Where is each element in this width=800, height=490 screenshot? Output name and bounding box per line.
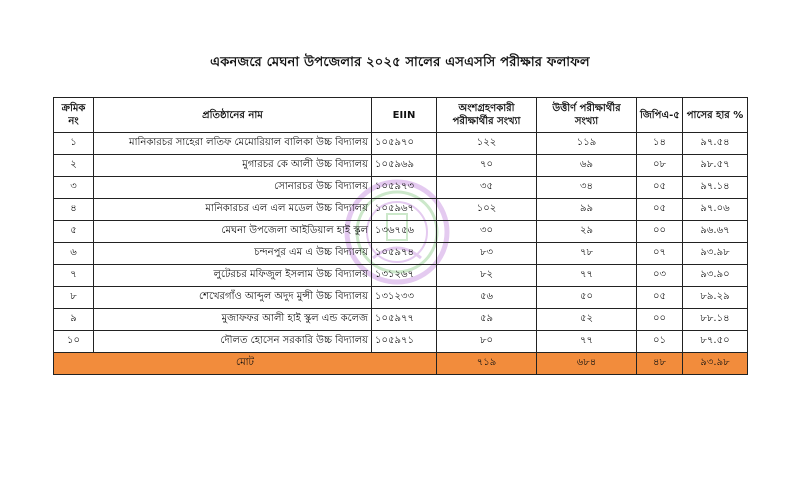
cell-gpa5: ০০ bbox=[637, 309, 683, 331]
cell-passed: ৬৯ bbox=[537, 155, 637, 177]
cell-institution: মানিকারচর এল এল মডেল উচ্চ বিদ্যালয় bbox=[94, 199, 372, 221]
cell-institution: চন্দনপুর এম এ উচ্চ বিদ্যালয় bbox=[94, 243, 372, 265]
cell-examinees: ১২২ bbox=[437, 133, 537, 155]
cell-eiin: ১৩১২৬৭ bbox=[372, 265, 437, 287]
cell-serial: ৭ bbox=[54, 265, 94, 287]
total-row bbox=[54, 353, 748, 375]
cell-eiin: ১০৫৯৭৩ bbox=[372, 177, 437, 199]
cell-examinees: ৭০ bbox=[437, 155, 537, 177]
cell-institution: দৌলত হোসেন সরকারি উচ্চ বিদ্যালয় bbox=[94, 331, 372, 353]
cell-pass-rate: ৯৭.০৬ bbox=[683, 199, 748, 221]
cell-passed: ৫২ bbox=[537, 309, 637, 331]
page-title: একনজরে মেঘনা উপজেলার ২০২৫ সালের এসএসসি পরীক্ষার ফলাফল bbox=[210, 55, 590, 70]
cell-eiin: ১০৫৯৬৭ bbox=[372, 199, 437, 221]
table-row bbox=[54, 287, 748, 309]
cell-pass-rate: ৯৭.৫৪ bbox=[683, 133, 748, 155]
cell-institution: মুজাফফর আলী হাই স্কুল এন্ড কলেজ bbox=[94, 309, 372, 331]
cell-gpa5: ০৩ bbox=[637, 265, 683, 287]
cell-institution: শেখেরগাঁও আব্দুল অদুদ মুন্সী উচ্চ বিদ্যালয় bbox=[94, 287, 372, 309]
table-row bbox=[54, 309, 748, 331]
cell-passed: ৫০ bbox=[537, 287, 637, 309]
cell-institution: মুগারচর কে আলী উচ্চ বিদ্যালয় bbox=[94, 155, 372, 177]
cell-institution: মানিকারচর সাহেরা লতিফ মেমোরিয়াল বালিকা উচ্চ বিদ্যালয় bbox=[94, 133, 372, 155]
cell-pass-rate: ৯৩.৯৮ bbox=[683, 243, 748, 265]
cell-eiin: ১০৫৯৭১ bbox=[372, 331, 437, 353]
cell-examinees: ৩৫ bbox=[437, 177, 537, 199]
cell-serial: ৪ bbox=[54, 199, 94, 221]
cell-passed: ৭৭ bbox=[537, 331, 637, 353]
header-pass-rate: পাসের হার % bbox=[683, 98, 748, 133]
header-institution: প্রতিষ্ঠানের নাম bbox=[94, 98, 372, 133]
cell-serial: ৮ bbox=[54, 287, 94, 309]
cell-pass-rate: ৮৯.২৯ bbox=[683, 287, 748, 309]
cell-examinees: ৮০ bbox=[437, 331, 537, 353]
cell-eiin: ১০৫৯৬৯ bbox=[372, 155, 437, 177]
cell-serial: ১ bbox=[54, 133, 94, 155]
cell-examinees: ৮২ bbox=[437, 265, 537, 287]
results-table bbox=[53, 97, 748, 375]
total-gpa5: ৪৮ bbox=[637, 353, 683, 375]
table-row bbox=[54, 155, 748, 177]
total-pass-rate: ৯৩.৯৮ bbox=[683, 353, 748, 375]
cell-examinees: ৩০ bbox=[437, 221, 537, 243]
cell-examinees: ৫৯ bbox=[437, 309, 537, 331]
cell-gpa5: ০৭ bbox=[637, 243, 683, 265]
cell-passed: ৯৯ bbox=[537, 199, 637, 221]
cell-institution: মেঘনা উপজেলা আইডিয়াল হাই স্কুল bbox=[94, 221, 372, 243]
table-row bbox=[54, 133, 748, 155]
cell-gpa5: ১৪ bbox=[637, 133, 683, 155]
cell-gpa5: ০৫ bbox=[637, 287, 683, 309]
cell-pass-rate: ৯৭.১৪ bbox=[683, 177, 748, 199]
header-serial: ক্রমিক নং bbox=[54, 98, 94, 133]
cell-pass-rate: ৯৩.৯০ bbox=[683, 265, 748, 287]
cell-passed: ১১৯ bbox=[537, 133, 637, 155]
cell-passed: ৭৭ bbox=[537, 265, 637, 287]
cell-examinees: ১০২ bbox=[437, 199, 537, 221]
cell-eiin: ১০৫৯৭৭ bbox=[372, 309, 437, 331]
cell-eiin: ১০৫৯৭০ bbox=[372, 133, 437, 155]
cell-serial: ৬ bbox=[54, 243, 94, 265]
cell-institution: সোনারচর উচ্চ বিদ্যালয় bbox=[94, 177, 372, 199]
table-row bbox=[54, 265, 748, 287]
cell-passed: ২৯ bbox=[537, 221, 637, 243]
cell-gpa5: ০০ bbox=[637, 221, 683, 243]
table-row bbox=[54, 221, 748, 243]
cell-gpa5: ০৮ bbox=[637, 155, 683, 177]
cell-eiin: ১৩৬৭৫৬ bbox=[372, 221, 437, 243]
cell-serial: ২ bbox=[54, 155, 94, 177]
cell-serial: ৫ bbox=[54, 221, 94, 243]
cell-eiin: ১৩১২৩৩ bbox=[372, 287, 437, 309]
header-examinees: অংশগ্রহণকারী পরীক্ষার্থীর সংখ্যা bbox=[437, 98, 537, 133]
cell-pass-rate: ৮৮.১৪ bbox=[683, 309, 748, 331]
cell-gpa5: ০১ bbox=[637, 331, 683, 353]
cell-gpa5: ০৫ bbox=[637, 199, 683, 221]
cell-pass-rate: ৯৬.৬৭ bbox=[683, 221, 748, 243]
cell-examinees: ৮৩ bbox=[437, 243, 537, 265]
cell-gpa5: ০৫ bbox=[637, 177, 683, 199]
table-row bbox=[54, 199, 748, 221]
total-examinees: ৭১৯ bbox=[437, 353, 537, 375]
table-row bbox=[54, 243, 748, 265]
table-row bbox=[54, 331, 748, 353]
total-label: মোট bbox=[54, 353, 437, 375]
cell-pass-rate: ৯৮.৫৭ bbox=[683, 155, 748, 177]
cell-examinees: ৫৬ bbox=[437, 287, 537, 309]
cell-pass-rate: ৮৭.৫০ bbox=[683, 331, 748, 353]
table-header-row bbox=[54, 98, 748, 133]
cell-passed: ৩৪ bbox=[537, 177, 637, 199]
table-row bbox=[54, 177, 748, 199]
cell-serial: ৩ bbox=[54, 177, 94, 199]
cell-passed: ৭৮ bbox=[537, 243, 637, 265]
cell-serial: ৯ bbox=[54, 309, 94, 331]
header-passed: উত্তীর্ণ পরীক্ষার্থীর সংখ্যা bbox=[537, 98, 637, 133]
total-passed: ৬৮৪ bbox=[537, 353, 637, 375]
header-eiin: EIIN bbox=[372, 98, 437, 133]
cell-eiin: ১০৫৯৭৪ bbox=[372, 243, 437, 265]
cell-institution: লুটেরচর মফিজুল ইসলাম উচ্চ বিদ্যালয় bbox=[94, 265, 372, 287]
cell-serial: ১০ bbox=[54, 331, 94, 353]
header-gpa5: জিপিএ-৫ bbox=[637, 98, 683, 133]
